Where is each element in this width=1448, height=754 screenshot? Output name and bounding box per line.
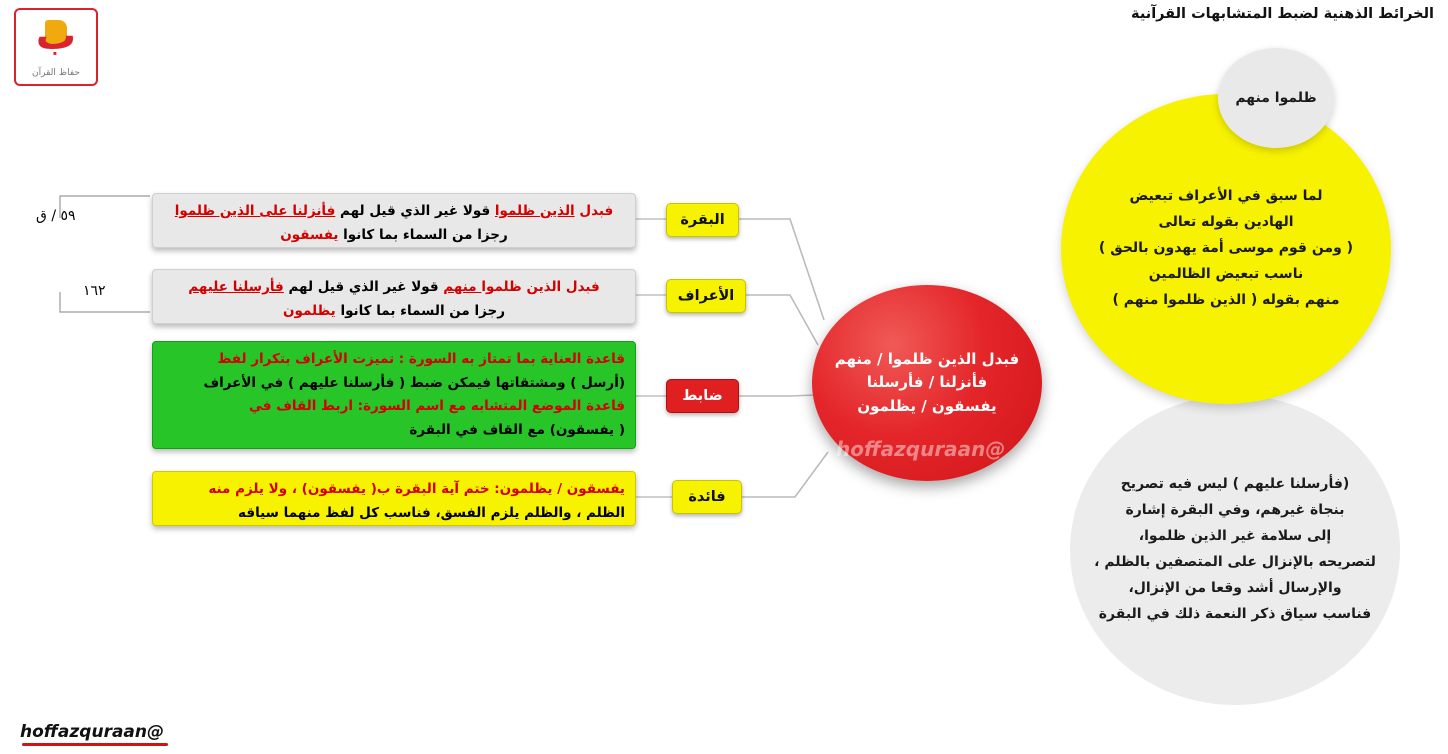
logo xyxy=(14,8,98,86)
yellow-line-2: الهادين بقوله تعالى xyxy=(1158,214,1294,231)
center-line-2: فأنزلنا / فأرسلنا xyxy=(866,373,988,392)
verse-araf-seg7: يظلمون xyxy=(282,302,336,319)
logo-letter: ب xyxy=(35,13,77,59)
benefit-box xyxy=(152,471,636,526)
benefit-line-1: يفسقون / يظلمون: ختم آية البقرة ب( يفسقون) ، ولا يلزم منه xyxy=(208,481,625,497)
grey-line-6: فناسب سياق ذكر النعمة ذلك في البقرة xyxy=(1098,605,1372,622)
rule-box-dabit xyxy=(152,341,636,449)
verse-box-baqarah xyxy=(152,193,636,248)
yellow-line-5: منهم بقوله ( الذين ظلموا منهم ) xyxy=(1112,291,1340,308)
benefit-line-2: الظلم ، والظلم يلزم الفسق، فناسب كل لفظ منهما سياقه xyxy=(238,504,625,521)
logo-caption: حفاظ القرآن xyxy=(32,68,80,78)
grey-line-1: (فأرسلنا عليهم ) ليس فيه تصريح xyxy=(1120,476,1350,493)
tag-baqarah[interactable]: البقرة xyxy=(666,203,739,237)
yellow-explanation-circle xyxy=(1061,94,1391,404)
tag-faida[interactable]: فائدة xyxy=(672,480,742,514)
verse-box-araf xyxy=(152,269,636,324)
yellow-line-4: ناسب تبعيض الظالمين xyxy=(1148,265,1304,282)
center-node[interactable] xyxy=(812,285,1042,481)
verse-araf-seg3: منهم xyxy=(443,279,482,295)
yellow-line-3: ( ومن قوم موسى أمة يهدون بالحق ) xyxy=(1098,240,1354,257)
tag-araf[interactable]: الأعراف xyxy=(666,279,746,313)
verse-araf-seg5: فأرسلنا عليهم xyxy=(188,279,284,295)
grey-line-5: والإرسال أشد وقعا من الإنزال، xyxy=(1128,579,1342,596)
page-title: الخرائط الذهنية لضبط المتشابهات القرآنية xyxy=(1131,6,1434,22)
rule-line-2: (أرسل ) ومشتقاتها فيمكن ضبط ( فأرسلنا عليهم ) في الأعراف xyxy=(203,374,625,391)
watermark-center: @hoffazquraan xyxy=(836,437,1006,461)
grey-line-4: لتصريحه بالإنزال على المتصفين بالظلم ، xyxy=(1094,554,1376,570)
center-line-1: فبدل الذين ظلموا / منهم xyxy=(834,350,1020,369)
grey-line-2: بنجاة غيرهم، وفي البقرة إشارة xyxy=(1125,502,1345,519)
verse-araf-seg2: الذين ظلموا xyxy=(481,279,562,295)
center-line-3: يفسقون / يظلمون xyxy=(857,396,997,415)
watermark-bottom: @hoffazquraan xyxy=(20,722,165,742)
verse-baqarah-seg3: قولا غير الذي قيل لهم xyxy=(335,203,495,219)
rule-line-4: ( يفسقون) مع القاف في البقرة xyxy=(409,421,625,438)
verse-baqarah-seg1: فبدل xyxy=(574,203,614,219)
verse-baqarah-seg4: فأنزلنا على الذين ظلموا xyxy=(174,203,336,219)
verse-baqarah-seg2: الذين ظلموا xyxy=(494,203,575,219)
ayah-number-araf: ١٦٢ xyxy=(83,283,106,299)
small-bubble-zalamu-minhum: ظلموا منهم xyxy=(1218,48,1334,148)
rule-line-3: قاعدة الموضع المتشابه مع اسم السورة: اربط القاف في xyxy=(249,398,625,415)
yellow-line-1: لما سبق في الأعراف تبعيض xyxy=(1129,188,1323,205)
verse-araf-seg1: فبدل xyxy=(561,279,600,295)
rule-line-1: قاعدة العناية بما تمتاز به السورة : تميزت الأعراف بتكرار لفظ xyxy=(217,351,625,367)
verse-baqarah-seg6: يفسقون xyxy=(280,226,339,243)
verse-araf-seg4: قولا غير الذي قيل لهم xyxy=(283,279,444,295)
ayah-number-baqarah: ٥٩ / ق xyxy=(36,208,76,224)
grey-explanation-circle xyxy=(1070,395,1400,705)
tag-dabit[interactable]: ضابط xyxy=(666,379,739,413)
verse-araf-seg6: رجزا من السماء بما كانوا xyxy=(335,302,506,319)
grey-line-3: إلى سلامة غير الذين ظلموا، xyxy=(1138,528,1332,545)
verse-baqarah-seg5: رجزا من السماء بما كانوا xyxy=(338,226,508,243)
